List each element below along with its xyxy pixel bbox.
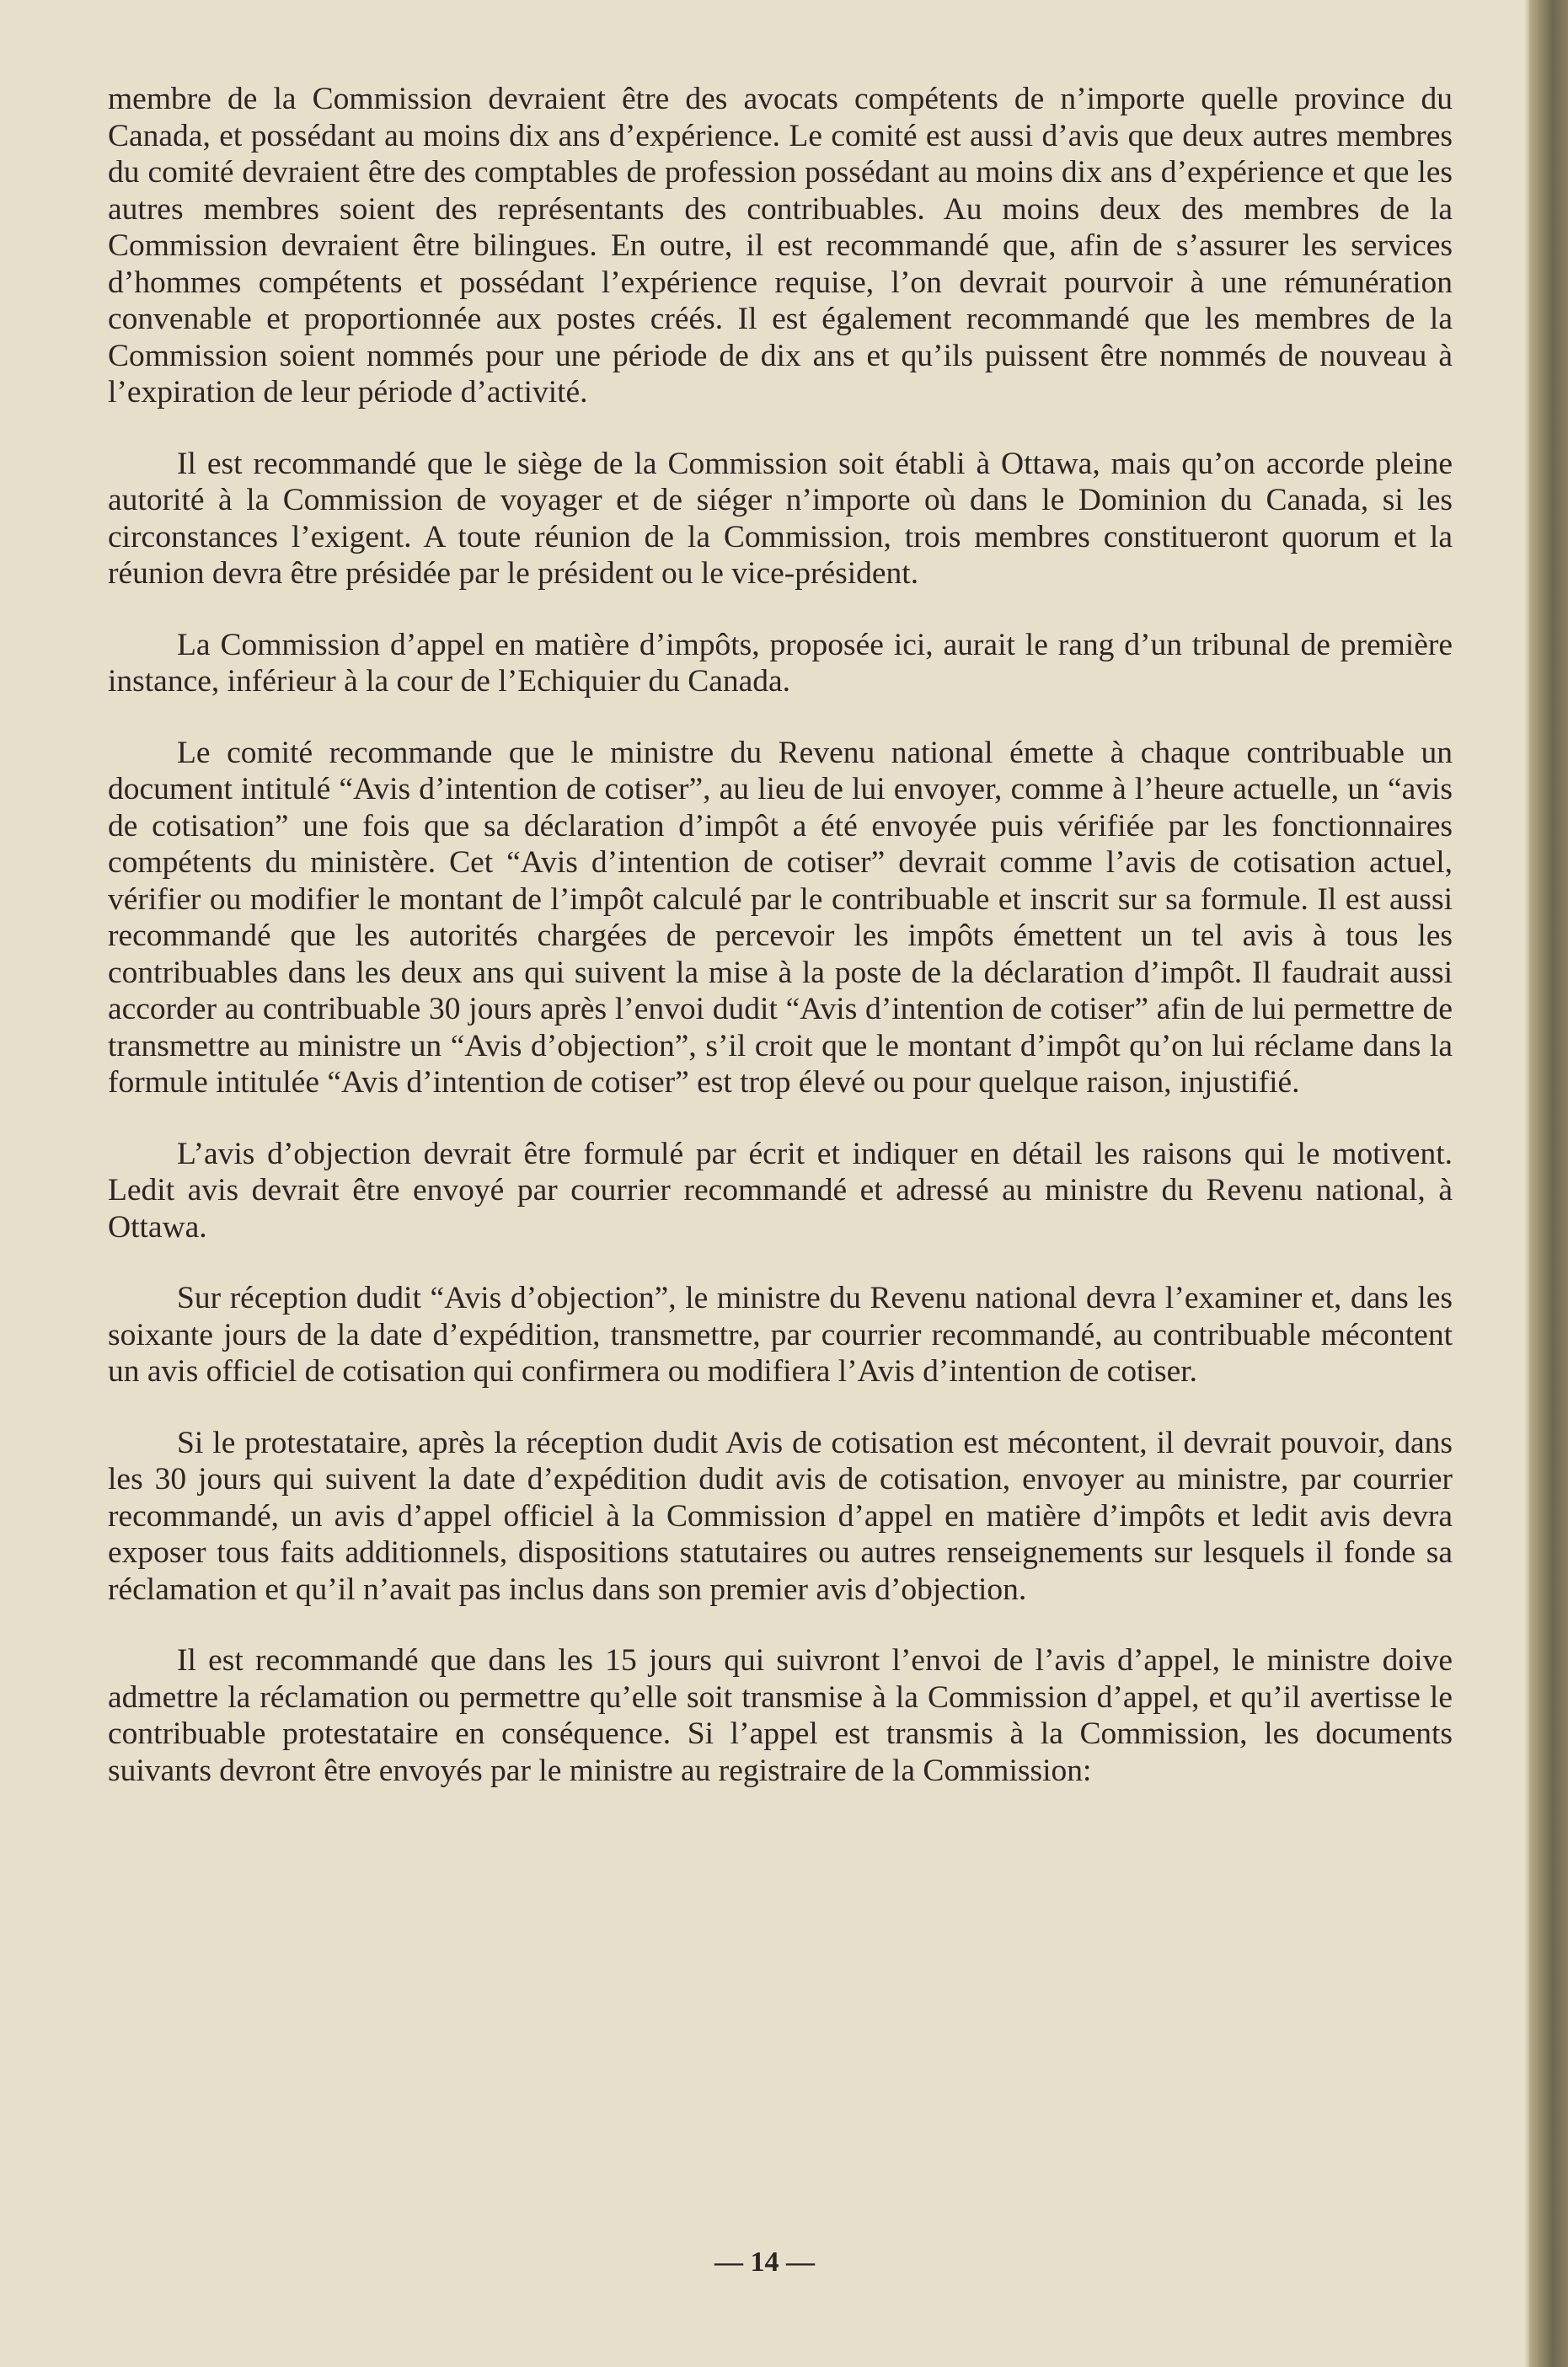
page-number: — 14 — — [714, 2247, 815, 2278]
paragraph-7: Si le protestataire, après la réception dudit Avis de cotisation est mécontent, il devrait pouvoir, dans les 30 jours qui suivent la date d’expédition dudit avis de cotisation, envoyer au ministre, par courrier recommandé, un avis d’appel officiel à la Commission d’appel en matière d’impôts et ledit avis devra exposer tous faits additionnels, dispositions statutaires ou autres renseignements sur lesquels il fonde sa réclamation et qu’il n’avait pas inclus dans son premier avis d’objection. — [108, 1425, 1453, 1607]
paragraph-2: Il est recommandé que le siège de la Commission soit établi à Ottawa, mais qu’on accorde pleine autorité à la Commission de voyager et de siéger n’importe où dans le Dominion du Canada, si les circonstances l’exigent. A toute réunion de la Commission, trois membres constitueront quorum et la réunion devra être présidée par le président ou le vice-président. — [108, 446, 1453, 591]
paragraph-1: membre de la Commission devraient être des avocats compétents de n’importe quelle province du Canada, et possédant au moins dix ans d’expérience. Le comité est aussi d’avis que deux autres membres du comité devraient être des comptables de profession possédant au moins dix ans d’expérience et que les autres membres soient des représentants des contribuables. Au moins deux des membres de la Commission devraient être bilingues. En outre, il est recommandé que, afin de s’assurer les services d’hommes compétents et possédant l’expérience requise, l’on devrait pourvoir à une rémunération convenable et proportionnée aux postes créés. Il est également recommandé que les membres de la Commission soient nommés pour une période de dix ans et qu’ils puissent être nommés de nouveau à l’expiration de leur période d’activité. — [108, 82, 1453, 410]
paragraph-3: La Commission d’appel en matière d’impôts, proposée ici, aurait le rang d’un tribunal de première instance, inférieur à la cour de l’Echiquier du Canada. — [108, 627, 1453, 699]
body-text — [108, 81, 1453, 1823]
paragraph-4: Le comité recommande que le ministre du Revenu national émette à chaque contribuable un document intitulé “Avis d’intention de cotiser”, au lieu de lui envoyer, comme à l’heure actuelle, un “avis de cotisation” une fois que sa déclaration d’impôt a été envoyée puis vérifiée par les fonctionnaires compétents du ministère. Cet “Avis d’intention de cotiser” devrait comme l’avis de cotisation actuel, vérifier ou modifier le montant de l’impôt calculé par le contribuable et inscrit sur sa formule. Il est aussi recommandé que les autorités chargées de percevoir les impôts émettent un tel avis à tous les contribuables dans les deux ans qui suivent la mise à la poste de la déclaration d’impôt. Il faudrait aussi accorder au contribuable 30 jours après l’envoi dudit “Avis d’intention de cotiser” afin de lui permettre de transmettre au ministre un “Avis d’objection”, s’il croit que le montant d’impôt qu’on lui réclame dans la formule intitulée “Avis d’intention de cotiser” est trop élevé ou pour quelque raison, injustifié. — [108, 735, 1453, 1100]
book-binding — [1529, 0, 1568, 2367]
paragraph-5: L’avis d’objection devrait être formulé par écrit et indiquer en détail les raisons qui le motivent. Ledit avis devrait être envoyé par courrier recommandé et adressé au ministre du Revenu national, à Ottawa. — [108, 1136, 1453, 1245]
paragraph-8: Il est recommandé que dans les 15 jours qui suivront l’envoi de l’avis d’appel, le ministre doive admettre la réclamation ou permettre qu’elle soit transmise à la Commission d’appel, et qu’il avertisse le contribuable protestataire en conséquence. Si l’appel est transmis à la Commission, les documents suivants devront être envoyés par le ministre au registraire de la Commission: — [108, 1643, 1453, 1788]
paragraph-6: Sur réception dudit “Avis d’objection”, le ministre du Revenu national devra l’examiner et, dans les soixante jours de la date d’expédition, transmettre, par courrier recommandé, au contribuable mécontent un avis officiel de cotisation qui confirmera ou modifiera l’Avis d’intention de cotiser. — [108, 1281, 1453, 1389]
